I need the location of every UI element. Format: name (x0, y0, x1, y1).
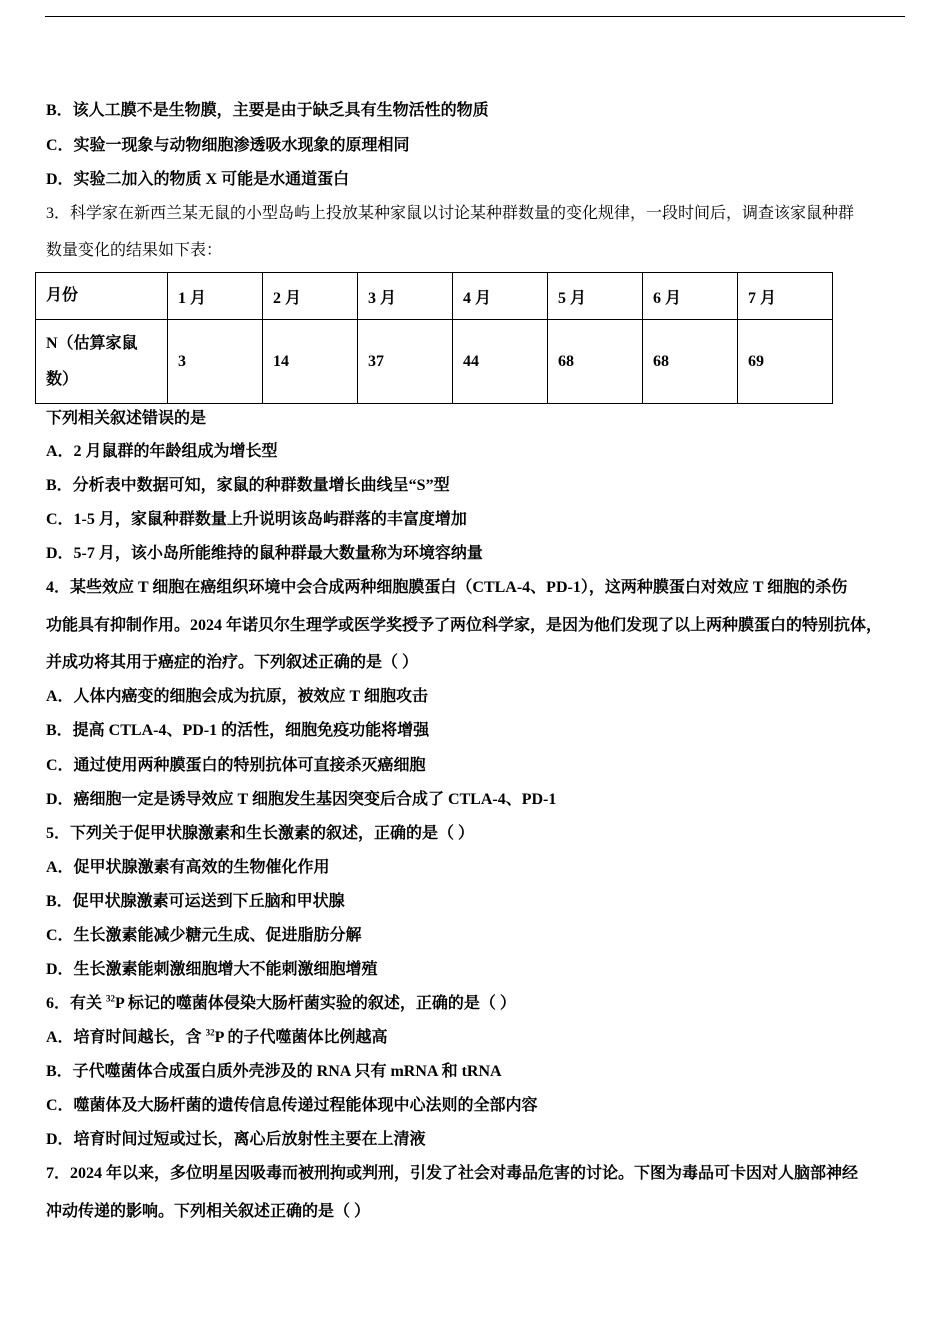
table-header-cell: 1 月 (168, 273, 263, 320)
q3-question: 下列相关叙述错误的是 (46, 410, 207, 427)
q3-option-b: B．分析表中数据可知，家鼠的种群数量增长曲线呈“S”型 (46, 477, 450, 494)
q4-option-b: B．提高 CTLA-4、PD-1 的活性，细胞免疫功能将增强 (46, 722, 430, 739)
q5-stem: 5．下列关于促甲状腺激素和生长激素的叙述，正确的是（ ） (46, 825, 475, 842)
q6-option-a (46, 1028, 387, 1048)
q5-option-d: D．生长激素能刺激细胞增大不能刺激细胞增殖 (46, 961, 378, 978)
q4-stem-line1: 4．某些效应 T 细胞在癌组织环境中会合成两种细胞膜蛋白（CTLA-4、PD-1），这两种膜蛋白对效应 T 细胞的杀伤 (46, 579, 848, 596)
q4-stem-line2: 功能具有抑制作用。2024 年诺贝尔生理学或医学奖授予了两位科学家，是因为他们发现了以上两种膜蛋白的特别抗体， (46, 617, 883, 634)
table-cell: 69 (738, 320, 833, 404)
q4-option-c: C．通过使用两种膜蛋白的特别抗体可直接杀灭癌细胞 (46, 757, 426, 774)
q6-stem (46, 994, 516, 1014)
q7-stem-line1: 7．2024 年以来，多位明星因吸毒而被刑拘或判刑，引发了社会对毒品危害的讨论。下图为毒品可卡因对人脑部神经 (46, 1165, 859, 1182)
table-cell: 68 (548, 320, 643, 404)
q3-option-c: C．1-5 月，家鼠种群数量上升说明该岛屿群落的丰富度增加 (46, 511, 467, 528)
table-cell: 3 (168, 320, 263, 404)
table-cell: 68 (643, 320, 738, 404)
table-row-label (36, 320, 168, 404)
q7-stem-line2: 冲动传递的影响。下列相关叙述正确的是（ ） (46, 1203, 371, 1220)
q4-stem-line3: 并成功将其用于癌症的治疗。下列叙述正确的是（ ） (46, 654, 419, 671)
q5-option-a: A．促甲状腺激素有高效的生物催化作用 (46, 859, 330, 876)
q2-option-d: D．实验二加入的物质 X 可能是水通道蛋白 (46, 171, 350, 188)
q3-option-a: A．2 月鼠群的年龄组成为增长型 (46, 443, 278, 460)
table-header-cell: 4 月 (453, 273, 548, 320)
row-label-line2: 数） (46, 370, 79, 388)
table-header-cell: 月份 (36, 273, 168, 320)
q4-option-a: A．人体内癌变的细胞会成为抗原，被效应 T 细胞攻击 (46, 688, 428, 705)
q6-option-a-prefix: A．培育时间越长，含 (46, 1029, 206, 1046)
table-data-row (36, 320, 833, 404)
table-header-row (36, 273, 833, 320)
q2-option-c: C．实验一现象与动物细胞渗透吸水现象的原理相同 (46, 137, 410, 154)
q3-option-d: D．5-7 月，该小岛所能维持的鼠种群最大数量称为环境容纳量 (46, 545, 483, 562)
q6-option-a-isotope: 32 (205, 1027, 215, 1038)
table-header-cell: 5 月 (548, 273, 643, 320)
q6-stem-isotope: 32 (106, 993, 116, 1004)
q4-option-d: D．癌细胞一定是诱导效应 T 细胞发生基因突变后合成了 CTLA-4、PD-1 (46, 791, 557, 808)
q2-option-b: B．该人工膜不是生物膜，主要是由于缺乏具有生物活性的物质 (46, 102, 489, 119)
table-cell: 37 (358, 320, 453, 404)
q3-stem-line2: 数量变化的结果如下表： (46, 242, 223, 259)
q5-option-c: C．生长激素能减少糖元生成、促进脂肪分解 (46, 927, 362, 944)
q5-option-b: B．促甲状腺激素可运送到下丘脑和甲状腺 (46, 893, 345, 910)
header-rule (45, 16, 905, 17)
q6-option-d: D．培育时间过短或过长，离心后放射性主要在上清液 (46, 1131, 426, 1148)
q6-option-b: B．子代噬菌体合成蛋白质外壳涉及的 RNA 只有 mRNA 和 tRNA (46, 1063, 502, 1080)
table-header-cell: 2 月 (263, 273, 358, 320)
q6-stem-suffix: P 标记的噬菌体侵染大肠杆菌实验的叙述，正确的是（ ） (115, 995, 516, 1012)
table-header-cell: 7 月 (738, 273, 833, 320)
q6-option-a-suffix: P 的子代噬菌体比例越高 (214, 1029, 388, 1046)
population-table (35, 272, 833, 404)
table-cell: 44 (453, 320, 548, 404)
table-header-cell: 6 月 (643, 273, 738, 320)
q6-stem-prefix: 6．有关 (46, 995, 107, 1012)
table-header-cell: 3 月 (358, 273, 453, 320)
table-cell: 14 (263, 320, 358, 404)
row-label-line1: N（估算家鼠 (46, 334, 138, 352)
q3-stem-line1: 3．科学家在新西兰某无鼠的小型岛屿上投放某种家鼠以讨论某种群数量的变化规律，一段时间后，调查该家鼠种群 (46, 205, 855, 222)
q6-option-c: C．噬菌体及大肠杆菌的遗传信息传递过程能体现中心法则的全部内容 (46, 1097, 538, 1114)
